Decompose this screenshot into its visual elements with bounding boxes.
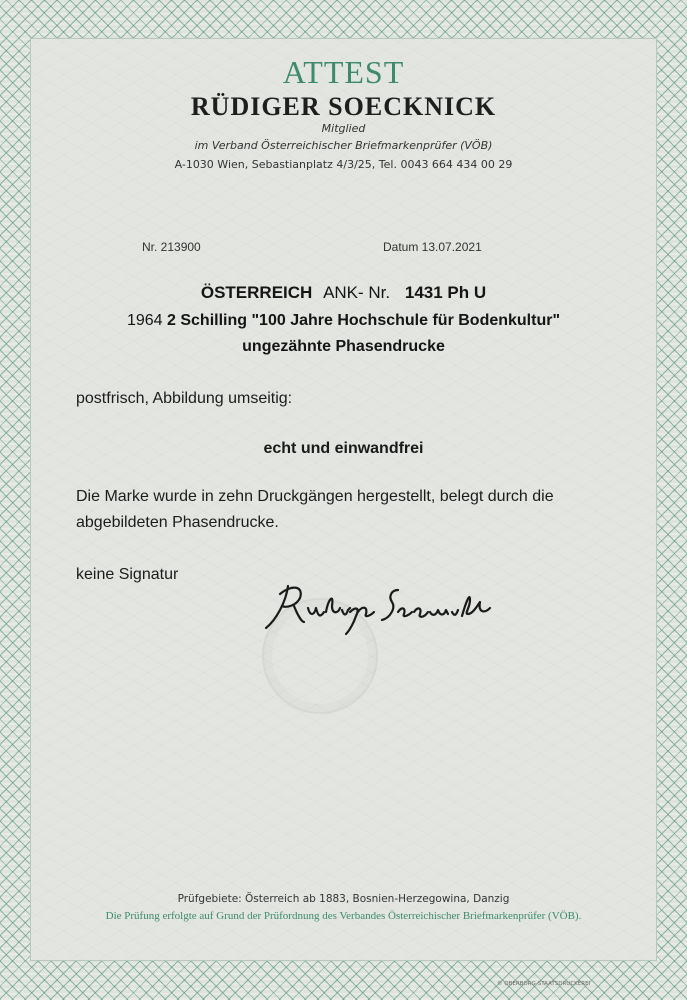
verdict-text: echt und einwandfrei <box>263 440 424 457</box>
regulation-note: Die Prüfung erfolgte auf Grund der Prüfordnung des Verbandes Österreichischer Briefmarkenprüfer (VÖB). <box>105 910 582 922</box>
examiner-address: A-1030 Wien, Sebastianplatz 4/3/25, Tel. 0043 664 434 00 29 <box>174 158 513 171</box>
printer-imprint: © OBERBORG-STAATSDRUCKEREI <box>497 981 591 987</box>
country: ÖSTERREICH <box>200 283 313 302</box>
examination-areas: Prüfgebiete: Österreich ab 1883, Bosnien-Herzegowina, Danzig <box>177 893 510 905</box>
issue-description: 2 Schilling "100 Jahre Hochschule für Bodenkultur" <box>167 312 561 329</box>
note-line-2: abgebildeten Phasendrucke. <box>76 514 279 531</box>
membership-label: Mitglied <box>321 122 366 135</box>
issue-year: 1964 <box>126 312 163 329</box>
stamp-identification <box>0 283 687 303</box>
certificate-title: ATTEST <box>282 54 405 90</box>
signature-note: keine Signatur <box>76 566 179 583</box>
condition-text: postfrisch, Abbildung umseitig: <box>76 390 293 407</box>
examiner-name: RÜDIGER SOECKNICK <box>190 92 497 121</box>
certificate-date: Datum 13.07.2021 <box>383 240 482 254</box>
catalog-number: 1431 Ph U <box>404 283 487 302</box>
note-line-1: Die Marke wurde in zehn Druckgängen hergestellt, belegt durch die <box>76 488 554 505</box>
issue-subtitle: ungezähnte Phasendrucke <box>242 338 445 355</box>
handwritten-signature <box>258 572 498 638</box>
certificate-number: Nr. 213900 <box>142 240 201 254</box>
association-name: im Verband Österreichischer Briefmarkenprüfer (VÖB) <box>194 139 493 152</box>
catalog-prefix: ANK- Nr. <box>323 283 391 302</box>
issue-line <box>0 312 687 330</box>
